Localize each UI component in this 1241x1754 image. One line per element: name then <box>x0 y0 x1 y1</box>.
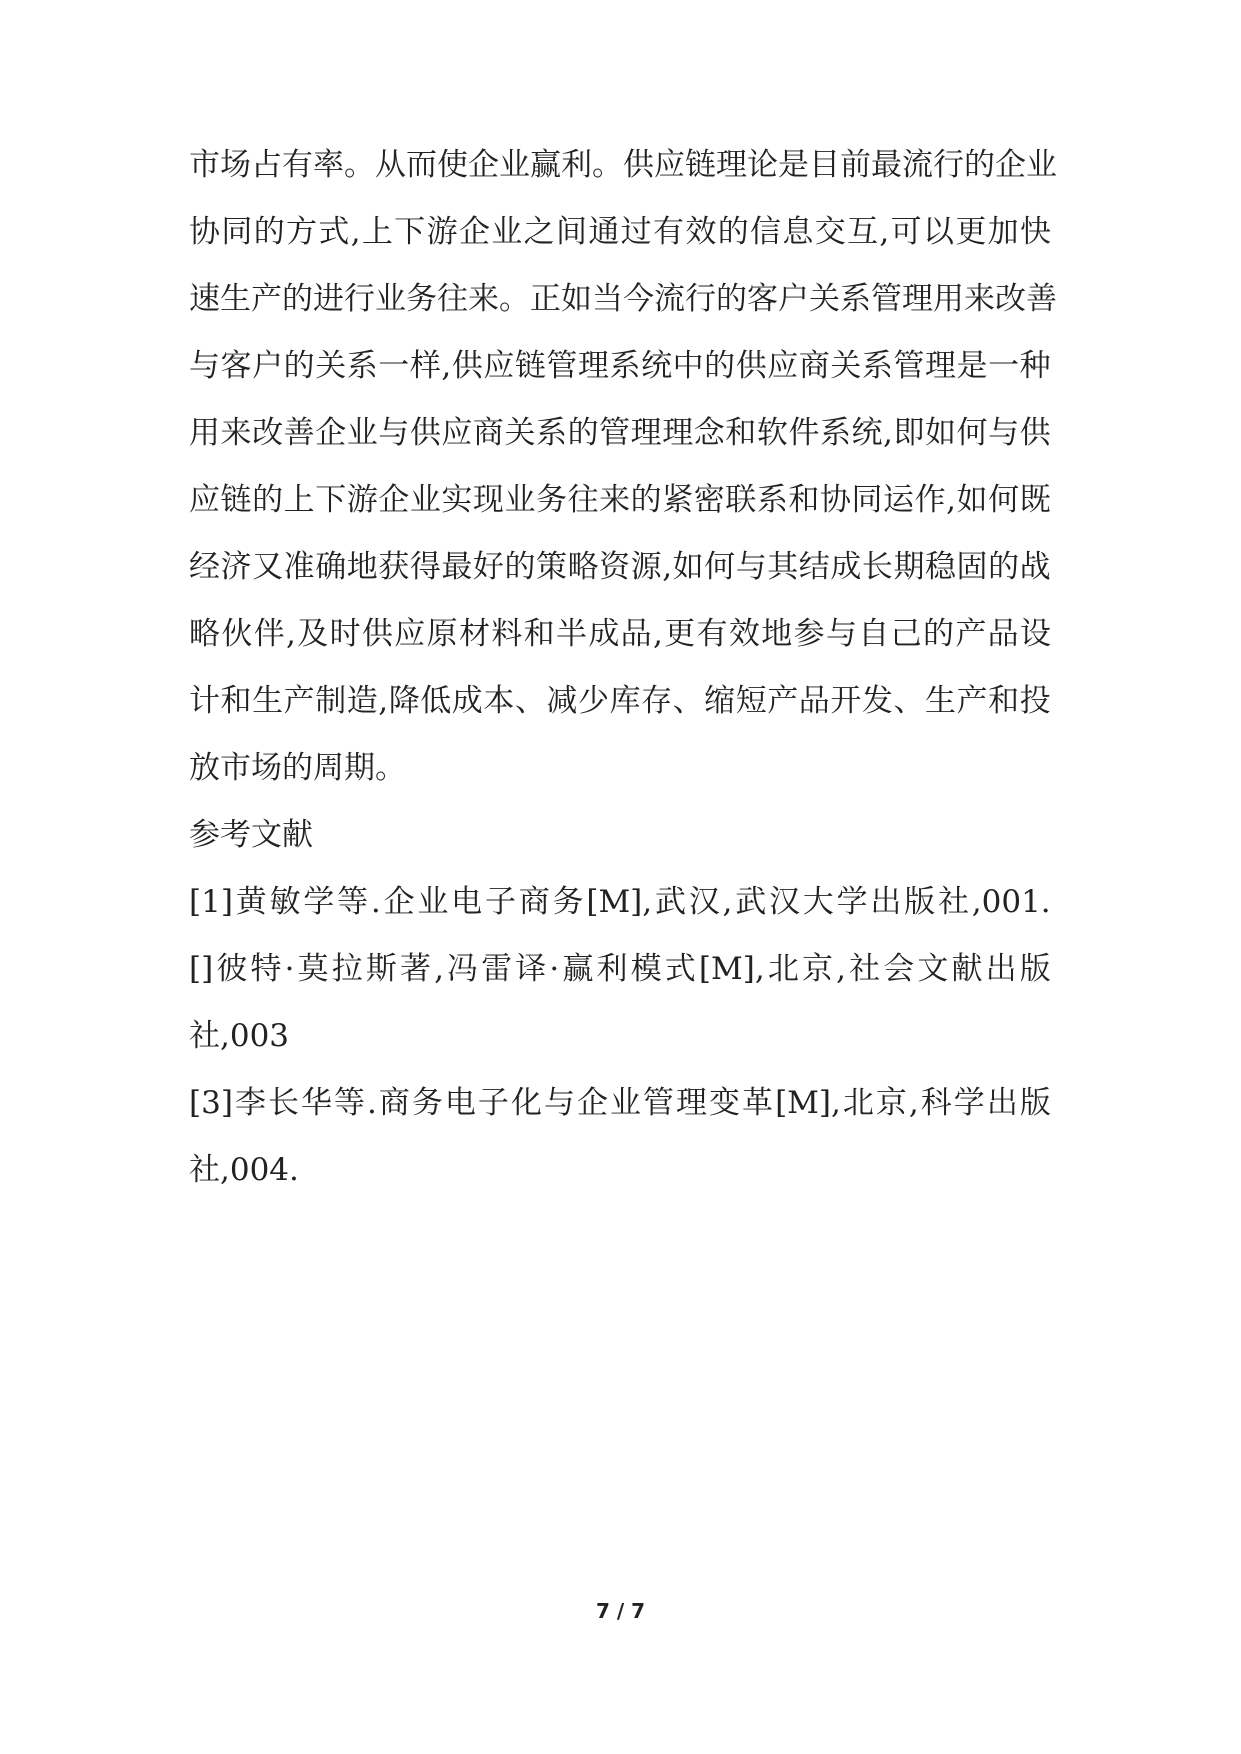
document-body <box>189 147 1057 1222</box>
reference-line: 社,004. <box>189 1152 299 1188</box>
page-number: 7 / 7 <box>595 1599 646 1623</box>
text-line: 计 和 生 产 制 造 , 降 低 成 本 、 减 少 库 存 、 缩 短 产 品 开 发 、 生 产 和 投 <box>189 683 1051 719</box>
text-line: 略 伙 伴 , 及 时 供 应 原 材 料 和 半 成 品 , 更 有 效 地 参 与 自 己 的 产 品 设 <box>189 616 1051 652</box>
text-line: 用 来 改 善 企 业 与 供 应 商 关 系 的 管 理 理 念 和 软 件 系 统 , 即 如 何 与 供 <box>189 415 1051 451</box>
text-line: 速 生 产 的 进 行 业 务 往 来 。 正 如 当 今 流 行 的 客 户 关 系 管 理 用 来 改 善 <box>189 281 1057 317</box>
text-line: 应 链 的 上 下 游 企 业 实 现 业 务 往 来 的 紧 密 联 系 和 协 同 运 作 , 如 何 既 <box>189 482 1051 518</box>
reference-line: 社,003 <box>189 1018 290 1054</box>
reference-line: [] 彼 特 · 莫 拉 斯 著 , 冯 雷 译 · 赢 利 模 式 [M], 北 京 , 社 会 文 献 出 版 <box>189 951 1051 987</box>
text-line: 与 客 户 的 关 系 一 样 , 供 应 链 管 理 系 统 中 的 供 应 商 关 系 管 理 是 一 种 <box>189 348 1051 384</box>
references-heading: 参考文献 <box>189 817 313 853</box>
reference-line: [1] 黄 敏 学 等 . 企 业 电 子 商 务 [M], 武 汉 , 武 汉 大 学 出 版 社 ,001. <box>189 884 1051 920</box>
reference-line: [3] 李 长 华 等 . 商 务 电 子 化 与 企 业 管 理 变 革 [M], 北 京 , 科 学 出 版 <box>189 1085 1051 1121</box>
text-line: 协 同 的 方 式 , 上 下 游 企 业 之 间 通 过 有 效 的 信 息 交 互 , 可 以 更 加 快 <box>189 214 1051 250</box>
text-line: 经 济 又 准 确 地 获 得 最 好 的 策 略 资 源 , 如 何 与 其 结 成 长 期 稳 固 的 战 <box>189 549 1051 585</box>
text-line: 放市场的周期。 <box>189 750 406 786</box>
text-line: 市 场 占 有 率 。 从 而 使 企 业 赢 利 。 供 应 链 理 论 是 目 前 最 流 行 的 企 业 <box>189 147 1057 183</box>
